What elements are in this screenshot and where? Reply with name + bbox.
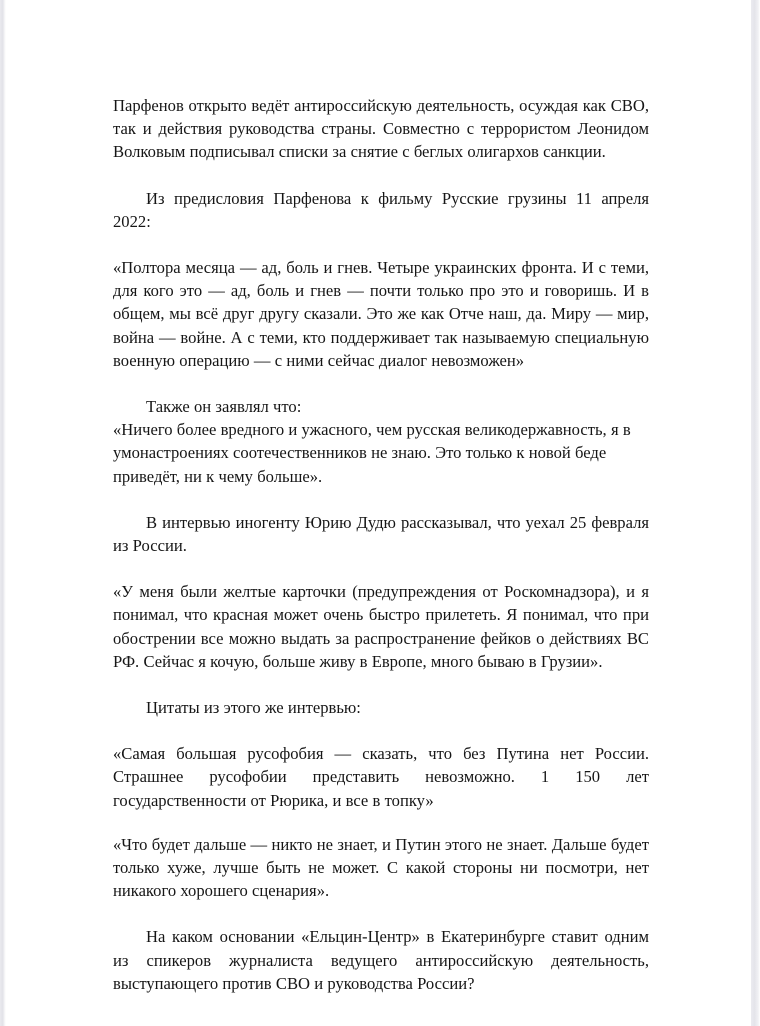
page-edge-right <box>751 0 760 1026</box>
paragraph-yeltsin-center-question: На каком основании «Ельцин-Центр» в Екатеринбурге ставит одним из спикеров журналиста ведущего антироссийскую деятельность, выступающего против СВО и руководства России? <box>113 927 649 993</box>
paragraph-quote-yellow-cards: «У меня были желтые карточки (предупреждения от Роскомнадзора), и я понимал, что красная может очень быстро прилететь. Я понимал, что при обострении все можно выдать за распространение фейков о действиях ВС РФ. Сейчас я кочую, больше живу в Европе, много бываю в Грузии». <box>113 582 649 671</box>
paragraph-quote-great-power: «Ничего более вредного и ужасного, чем русская великодержавность, я в умонастроениях соотечественников не знаю. Это только к новой беде приведёт, ни к чему больше». <box>113 420 631 486</box>
paragraph-quotes-same-interview-intro: Цитаты из этого же интервью: <box>146 698 361 718</box>
paragraph-quote-russophobia: «Самая большая русофобия — сказать, что без Путина нет России. Страшнее русофобии представить невозможно. 1 150 лет государственности от Рюрика, и все в топку» <box>113 744 649 810</box>
paragraph-quote-what-next: «Что будет дальше — никто не знает, и Путин этого не знает. Дальше будет только хуже, лучше быть не может. С какой стороны ни посмотри, нет никакого хорошего сценария». <box>113 834 649 901</box>
paragraph-gap <box>113 812 649 833</box>
paragraph-gap <box>113 557 649 580</box>
paragraph-gap <box>113 164 649 187</box>
paragraph-gap <box>113 902 649 925</box>
page-edge-left <box>0 0 6 1026</box>
paragraph-gap <box>113 488 649 511</box>
paragraph-gap <box>113 372 649 395</box>
paragraph-dud-interview-intro: В интервью иногенту Юрию Дудю рассказывал, что уехал 25 февраля из России. <box>113 512 649 556</box>
paragraph-also-stated-intro: Также он заявлял что: <box>146 397 302 417</box>
paragraph-parfenov-activity: Парфенов открыто ведёт антироссийскую деятельность, осуждая как СВО, так и действия руководства страны. Совместно с террористом Леонидом Волковым подписывал списки за снятие с беглых олигархов санкции. <box>113 96 649 162</box>
paragraph-gap <box>113 719 649 742</box>
paragraph-film-preface-intro: Из предисловия Парфенова к фильму Русские грузины 11 апреля 2022: <box>113 188 649 231</box>
paragraph-gap <box>113 673 649 696</box>
paragraph-gap <box>113 233 649 256</box>
document-text-column <box>113 94 649 995</box>
paragraph-quote-month-and-half: «Полтора месяца — ад, боль и гнев. Четыре украинских фронта. И с теми, для кого это — ад, боль и гнев — почти только про это и говоришь. И в общем, мы всё друг другу сказали. Это же как Отче наш, да. Миру — мир, война — войне. А с теми, кто поддерживает так называемую специальную военную операцию — с ними сейчас диалог невозможен» <box>113 258 649 370</box>
